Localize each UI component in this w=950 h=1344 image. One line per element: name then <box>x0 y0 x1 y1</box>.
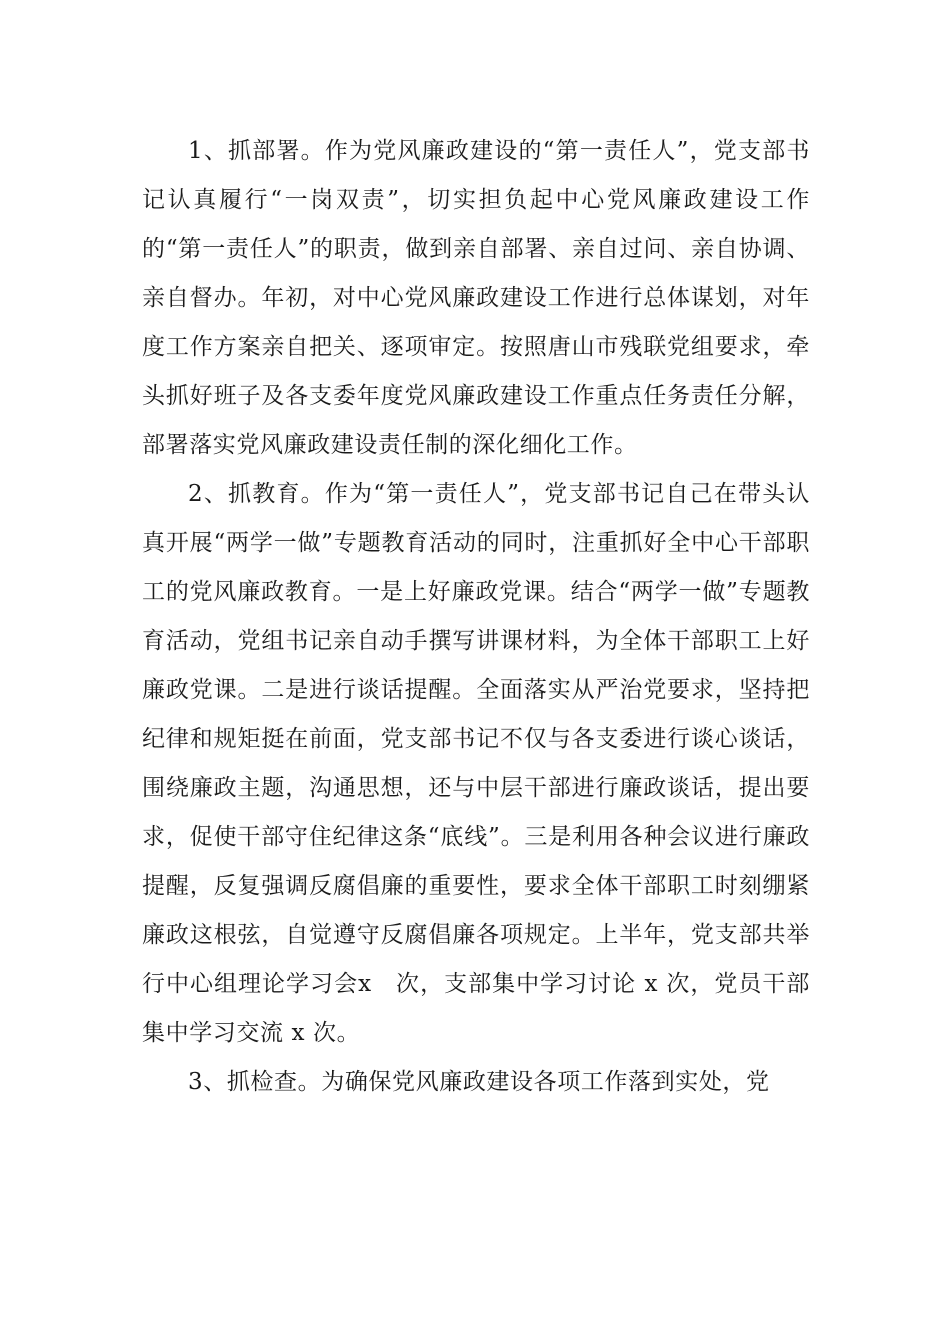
document-body <box>142 127 810 1107</box>
paragraph-inspection: 3、抓检查。为确保党风廉政建设各项工作落到实处，党 <box>188 1069 770 1095</box>
paragraph-education: 2、抓教育。作为“第一责任人”，党支部书记自己在带头认真开展“两学一做”专题教育活动的同时，注重抓好全中心干部职工的党风廉政教育。一是上好廉政党课。结合“两学一做”专题教育活动，党组书记亲自动手撰写讲课材料，为全体干部职工上好廉政党课。二是进行谈话提醒。全面落实从严治党要求，坚持把纪律和规矩挺在前面，党支部书记不仅与各支委进行谈心谈话，围绕廉政主题，沟通思想，还与中层干部进行廉政谈话，提出要求，促使干部守住纪律这条“底线”。三是利用各种会议进行廉政提醒，反复强调反腐倡廉的重要性，要求全体干部职工时刻绷紧廉政这根弦，自觉遵守反腐倡廉各项规定。上半年，党支部共举行中心组理论学习会x 次，支部集中学习讨论 x 次，党员干部集中学习交流 x 次。 <box>142 481 810 1046</box>
paragraph-deployment: 1、抓部署。作为党风廉政建设的“第一责任人”，党支部书记认真履行“一岗双责”，切实担负起中心党风廉政建设工作的“第一责任人”的职责，做到亲自部署、亲自过问、亲自协调、亲自督办。年初，对中心党风廉政建设工作进行总体谋划，对年度工作方案亲自把关、逐项审定。按照唐山市残联党组要求，牵头抓好班子及各支委年度党风廉政建设工作重点任务责任分解，部署落实党风廉政建设责任制的深化细化工作。 <box>142 138 810 458</box>
